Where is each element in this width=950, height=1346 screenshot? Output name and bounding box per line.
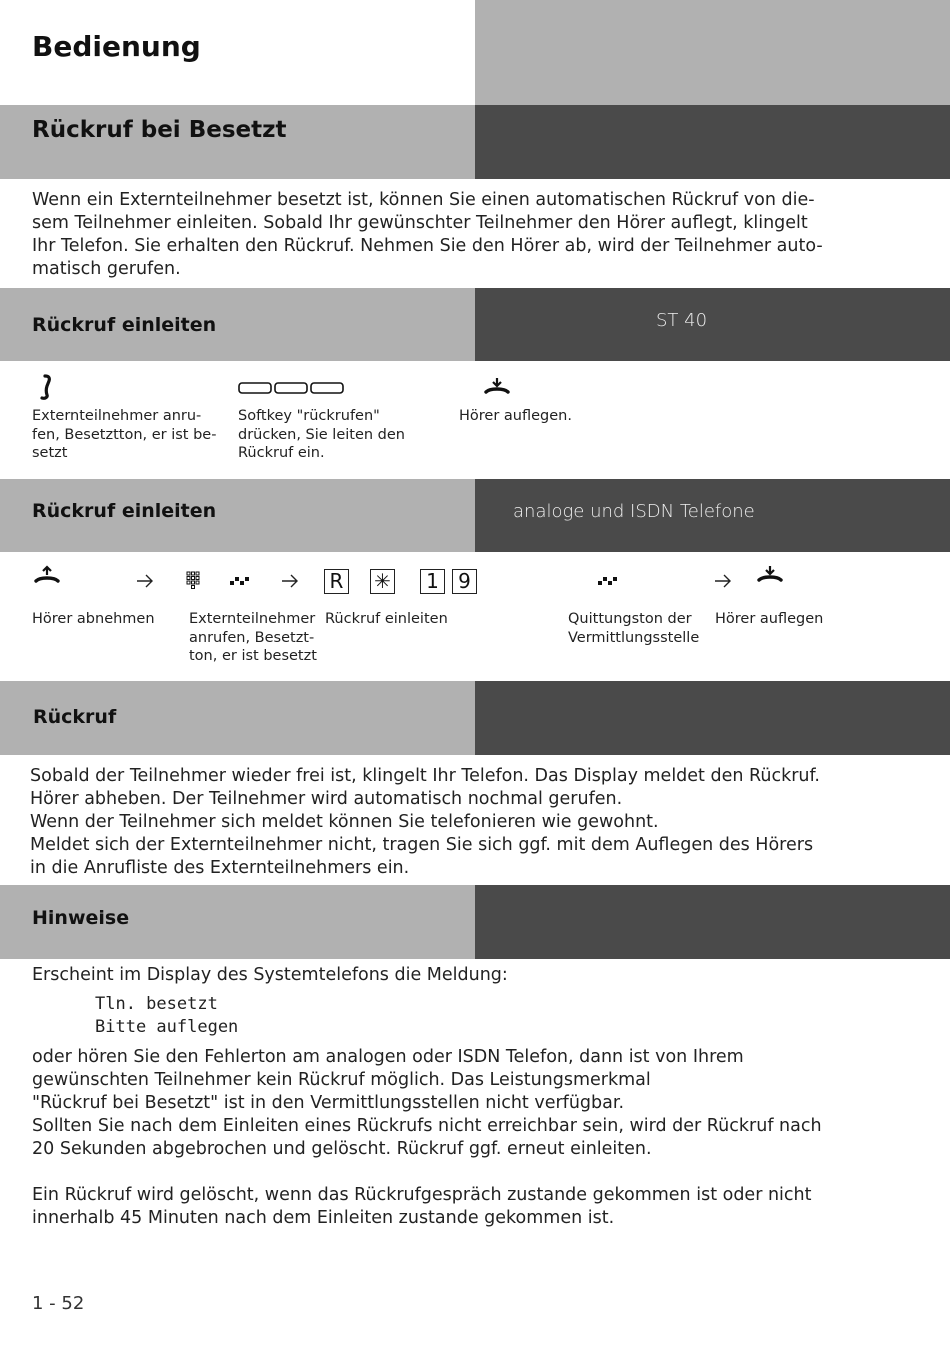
page-title: Bedienung xyxy=(32,30,201,63)
caption-dial: Externteilnehmer anrufen, Besetzt- ton, er ist besetzt xyxy=(189,611,317,664)
keypad-icon xyxy=(186,571,200,591)
st40-step1-caption: Externteilnehmer anru- fen, Besetztton, er ist be- setzt xyxy=(32,408,217,461)
callback-heading: Rückruf xyxy=(33,706,117,728)
st40-device-label: ST 40 xyxy=(656,310,708,331)
arrow-right-icon xyxy=(714,573,732,589)
st40-band-dark xyxy=(475,288,950,361)
caption-lift: Hörer abnehmen xyxy=(32,611,155,627)
key-1: 1 xyxy=(420,569,445,594)
page-number: 1 - 52 xyxy=(32,1293,85,1314)
arrow-right-icon xyxy=(136,573,154,589)
handset-lift-icon xyxy=(36,374,56,400)
caption-tone: Quittungston der Vermittlungsstelle xyxy=(568,611,700,646)
caption-keys: Rückruf einleiten xyxy=(325,611,448,627)
handset-lift-icon xyxy=(34,566,60,586)
section-title: Rückruf bei Besetzt xyxy=(32,117,287,143)
st40-step3-caption: Hörer auflegen. xyxy=(459,408,572,424)
arrow-right-icon xyxy=(281,573,299,589)
section-band-dark xyxy=(475,105,950,179)
notes-band-dark xyxy=(475,885,950,959)
st40-step2-caption: Softkey "rückrufen" drücken, Sie leiten den Rückruf ein. xyxy=(238,408,405,461)
analog-heading: Rückruf einleiten xyxy=(32,500,217,522)
notes-intro: Erscheint im Display des Systemtelefons die Meldung: xyxy=(32,965,508,985)
display-line-1: Tln. besetzt xyxy=(95,994,218,1014)
notes-heading: Hinweise xyxy=(32,907,130,929)
softkey-row-icon xyxy=(238,381,344,395)
confirmation-tone-icon xyxy=(598,576,618,586)
callback-text: Sobald der Teilnehmer wieder frei ist, klingelt Ihr Telefon. Das Display meldet den Rückruf. Hörer abheben. Der Teilnehmer wird automatisch nochmal gerufen. Wenn der Teilnehmer sich meldet können Sie telefonieren wie gewohnt. Meldet sich der Externteilnehmer nicht, tragen Sie sich ggf. mit dem Auflegen des Hörers in die Anrufliste des Externteilnehmers ein. xyxy=(30,766,820,878)
busy-tone-icon xyxy=(230,576,250,586)
analog-device-label: analoge und ISDN Telefone xyxy=(513,501,755,522)
intro-text: Wenn ein Externteilnehmer besetzt ist, können Sie einen automatischen Rückruf von die- sem Teilnehmer einleiten. Sobald Ihr gewünschter Teilnehmer den Hörer auflegt, klingelt Ihr Telefon. Sie erhalten den Rückruf. Nehmen Sie den Hörer ab, wird der Teilnehmer auto- matisch gerufen. xyxy=(32,190,823,279)
key-9: 9 xyxy=(452,569,477,594)
handset-hangup-icon xyxy=(757,565,783,585)
key-r: R xyxy=(324,569,349,594)
callback-band-dark xyxy=(475,681,950,755)
caption-hangup: Hörer auflegen xyxy=(715,611,824,627)
header-gray-block xyxy=(475,0,950,105)
handset-hangup-icon xyxy=(484,377,510,397)
notes-text: oder hören Sie den Fehlerton am analogen oder ISDN Telefon, dann ist von Ihrem gewünschten Teilnehmer kein Rückruf möglich. Das Leistungsmerkmal "Rückruf bei Besetzt" ist in den Vermittlungsstellen nicht verfügbar. Sollten Sie nach dem Einleiten eines Rückrufs nicht erreichbar sein, wird der Rückruf nach 20 Sekunden abgebrochen und gelöscht. Rückruf ggf. erneut einleiten. xyxy=(32,1047,822,1159)
display-line-2: Bitte auflegen xyxy=(95,1017,239,1037)
notes-text-2: Ein Rückruf wird gelöscht, wenn das Rückrufgespräch zustande gekommen ist oder nicht innerhalb 45 Minuten nach dem Einleiten zustande gekommen ist. xyxy=(32,1185,812,1228)
key-star: ✳ xyxy=(370,569,395,594)
st40-heading: Rückruf einleiten xyxy=(32,314,217,336)
